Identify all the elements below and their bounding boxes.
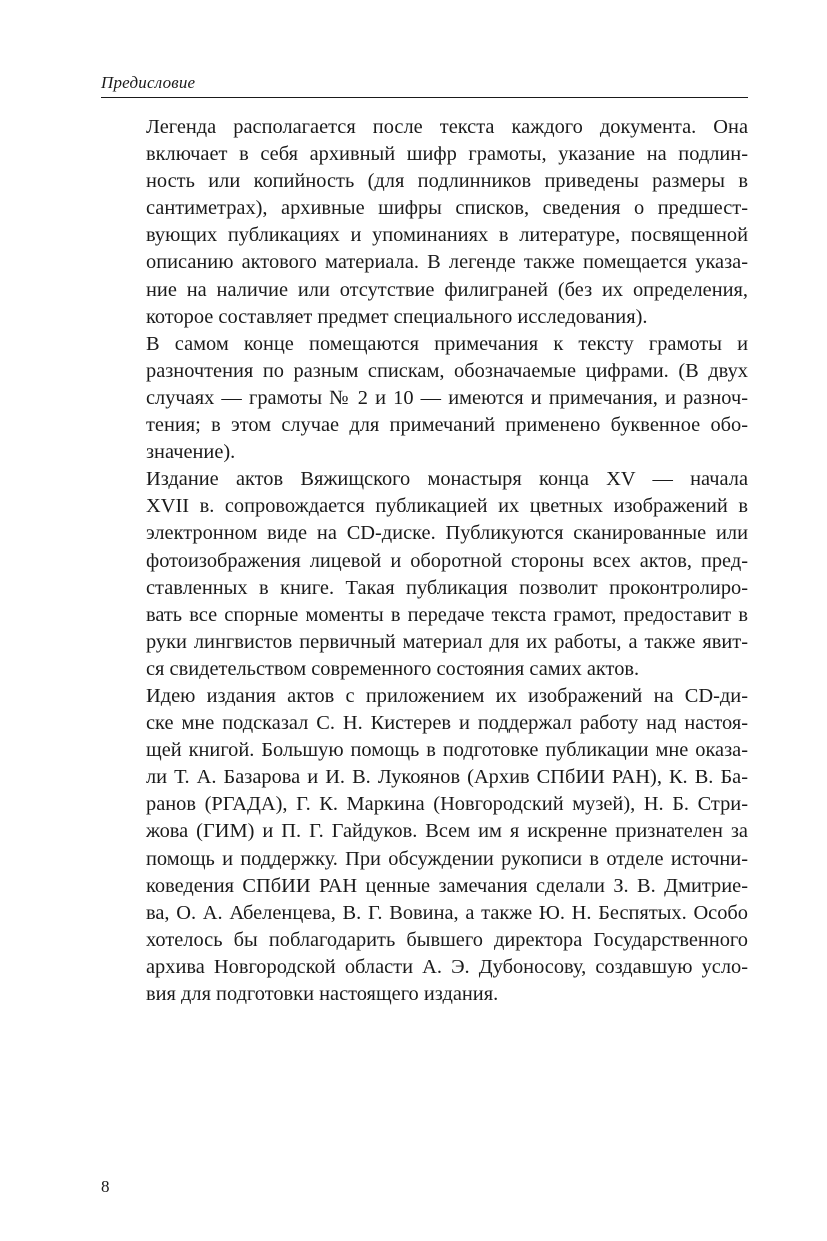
- text-line: ранов (РГАДА), Г. К. Маркина (Новгородский музей), Н. Б. Стри-: [146, 793, 748, 816]
- text-line: сантиметрах), архивные шифры списков, сведения о предшест-: [146, 197, 748, 220]
- text-line: ставленных в книге. Такая публикация позволит проконтролиро-: [146, 576, 748, 599]
- page-number: 8: [101, 1177, 110, 1196]
- book-page: [101, 0, 748, 1241]
- paragraph-acknowledgements: [101, 683, 748, 1008]
- text-line: архива Новгородской области А. Э. Дубоносову, создавшую усло-: [146, 955, 748, 978]
- text-line: Издание актов Вяжищского монастыря конца XV — начала: [146, 468, 748, 491]
- text-line: руки лингвистов первичный материал для их работы, а также явит-: [146, 630, 748, 653]
- header-rule: [101, 97, 748, 98]
- text-line: тения; в этом случае для примечаний применено буквенное обо-: [146, 414, 748, 437]
- text-line: ся свидетельством современного состояния самих актов.: [146, 657, 640, 680]
- text-line: фотоизображения лицевой и оборотной стороны всех актов, пред-: [146, 549, 748, 572]
- text-line: ва, О. А. Абеленцева, В. Г. Вовина, а также Ю. Н. Беспятых. Особо: [146, 901, 748, 924]
- text-line: коведения СПбИИ РАН ценные замечания сделали З. В. Дмитрие-: [146, 874, 748, 897]
- paragraph-legend: [101, 114, 748, 331]
- running-head: Предисловие: [101, 73, 196, 92]
- text-line: помощь и поддержку. При обсуждении рукописи в отделе источни-: [146, 847, 748, 870]
- text-line: описанию актового материала. В легенде также помещается указа-: [146, 251, 748, 274]
- text-line: включает в себя архивный шифр грамоты, указание на подлин-: [146, 143, 748, 166]
- text-line: В самом конце помещаются примечания к тексту грамоты и: [146, 332, 748, 355]
- text-line: вать все спорные моменты в передаче текста грамот, предоставит в: [146, 603, 748, 626]
- text-line: вия для подготовки настоящего издания.: [146, 983, 499, 1005]
- text-line: ние на наличие или отсутствие филиграней (без их определения,: [146, 278, 748, 301]
- text-line: Идею издания актов с приложением их изображений на CD-ди-: [146, 684, 748, 707]
- text-line: которое составляет предмет специального исследования).: [146, 305, 648, 328]
- paragraph-notes: [101, 331, 748, 466]
- text-line: разночтения по разным спискам, обозначаемые цифрами. (В двух: [146, 359, 748, 382]
- text-line: ность или копийность (для подлинников приведены размеры в: [146, 170, 748, 193]
- text-line: XVII в. сопровождается публикацией их цветных изображений в: [146, 495, 748, 518]
- text-line: хотелось бы поблагодарить бывшего директора Государственного: [146, 928, 748, 951]
- text-line: Легенда располагается после текста каждого документа. Она: [146, 116, 748, 138]
- text-line: вующих публикациях и упоминаниях в литературе, посвященной: [146, 224, 748, 247]
- text-line: щей книгой. Большую помощь в подготовке публикации мне оказа-: [146, 739, 748, 762]
- body-text: [101, 114, 748, 1008]
- text-line: жова (ГИМ) и П. Г. Гайдуков. Всем им я искренне признателен за: [146, 820, 748, 843]
- text-line: ске мне подсказал С. Н. Кистерев и поддержал работу над настоя-: [146, 712, 748, 735]
- text-line: ли Т. А. Базарова и И. В. Лукоянов (Архив СПбИИ РАН), К. В. Ба-: [146, 766, 748, 789]
- text-line: значение).: [146, 441, 236, 464]
- paragraph-cd-edition: [101, 466, 748, 683]
- text-line: случаях — грамоты № 2 и 10 — имеются и примечания, и разноч-: [146, 386, 748, 409]
- text-line: электронном виде на CD-диске. Публикуются сканированные или: [146, 522, 748, 545]
